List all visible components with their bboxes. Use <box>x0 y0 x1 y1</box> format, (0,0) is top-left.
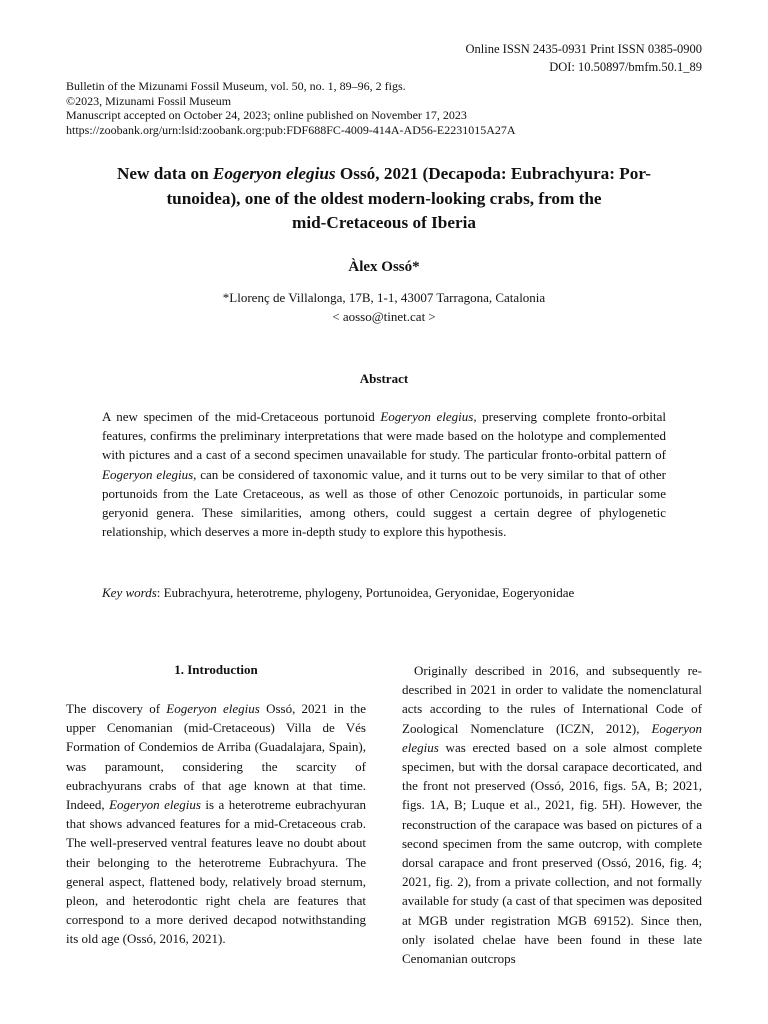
zoobank-link[interactable]: https://zoobank.org/urn:lsid:zoobank.org:pub:FDF688FC-4009-414A-AD56-E2231015A27A <box>66 122 516 137</box>
copyright-line: ©2023, Mizunami Fossil Museum <box>66 93 232 108</box>
intro-right-column: Originally described in 2016, and subsequently re-described in 2021 in order to validate the nomenclatural acts according to the rules of International Code of Zoological Nomenclature (ICZN, 2012), Eogeryon elegius was erected based on a sole almost complete specimen, but with the dorsal carapace decorticated, and the front not preserved (Ossó, 2016, figs. 5A, B; 2021, figs. 1A, B; Luque et al., 2021, fig. 5H). However, the reconstruction of the carapace was based on pictures of a second specimen from the same outcrop, with complete dorsal carapace and front preserved (Ossó, 2016, fig. 4; 2021, fig. 2), from a private collection, and not formally available for study (a cast of that specimen was deposited at MGB under registration MGB 69152). Since then, only isolated chelae have been found in these late Cenomanian outcrops <box>402 663 702 967</box>
section-heading-introduction: 1. Introduction <box>174 662 258 677</box>
journal-identifiers <box>466 40 702 76</box>
title-species: Eogeryon elegius <box>212 164 336 183</box>
title-line-3: mid-Cretaceous of Iberia <box>292 213 476 232</box>
title-line-2: tunoidea), one of the oldest modern-looking crabs, from the <box>166 188 602 208</box>
paper-title <box>70 162 698 236</box>
abstract-text: A new specimen of the mid-Cretaceous portunoid Eogeryon elegius, preserving complete fronto-orbital features, confirms the preliminary interpretations that were made based on the holotype and complemented with pictures and a cast of a second specimen unavailable for study. The particular fronto-orbital pattern of Eogeryon elegius, can be considered of taxonomic value, and it turns out to be very similar to that of other portunoids from the Late Cretaceous, as well as those of other Cenozoic portunoids, in particular some geryonid genera. These similarities, among others, could suggest a certain degree of phylogenetic relationship, which deserves a more in-depth study to explore this hypothesis. <box>102 409 666 540</box>
doi-line: DOI: 10.50897/bmfm.50.1_89 <box>549 60 702 74</box>
author-address: *Llorenç de Villalonga, 17B, 1-1, 43007 Tarragona, Catalonia <box>222 290 546 305</box>
author-name: Àlex Ossó* <box>348 259 420 275</box>
bulletin-info <box>66 79 516 137</box>
abstract-heading: Abstract <box>359 371 409 386</box>
bulletin-citation: Bulletin of the Mizunami Fossil Museum, vol. 50, no. 1, 89–96, 2 figs. <box>66 79 406 93</box>
title-line-1: New data on Eogeryon elegius Ossó, 2021 (Decapoda: Eubrachyura: Por- <box>116 164 652 183</box>
keywords <box>102 583 666 602</box>
author-email[interactable]: < aosso@tinet.cat > <box>332 309 436 324</box>
keywords-label: Key words <box>102 585 157 600</box>
intro-left-column: The discovery of Eogeryon elegius Ossó, 2021 in the upper Cenomanian (mid-Cretaceous) Villa de Vés Formation of Condemios de Arriba (Guadalajara, Spain), was paramount, considering the scarcity of eubrachyurans crabs of that age known at that time. Indeed, Eogeryon elegius is a heterotreme eubrachyuran that shows advanced features for a mid-Cretaceous crab. The well-preserved ventral features leave no doubt about their belonging to the heterotreme Eubrachyura. The general aspect, flattened body, relatively broad sternum, pleon, and heterodontic right chela are features that correspond to a more derived decapod notwithstanding its old age (Ossó, 2016, 2021). <box>66 701 366 947</box>
keywords-list: : Eubrachyura, heterotreme, phylogeny, Portunoidea, Geryonidae, Eogeryonidae <box>156 585 575 600</box>
publication-dates: Manuscript accepted on October 24, 2023; online published on November 17, 2023 <box>66 108 467 123</box>
author-affiliation <box>0 288 768 326</box>
issn-line: Online ISSN 2435-0931 Print ISSN 0385-0900 <box>465 42 702 56</box>
